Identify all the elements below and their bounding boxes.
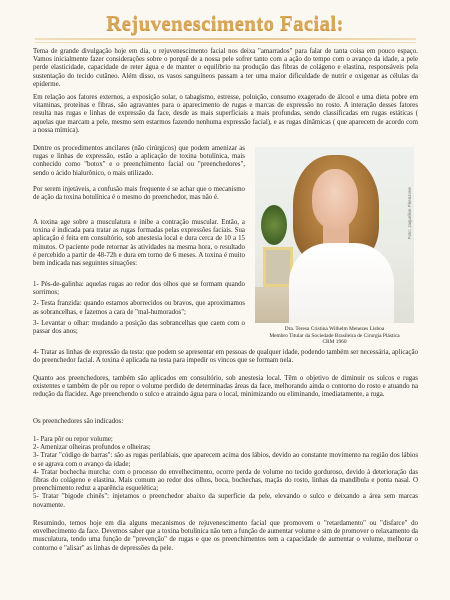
photo-caption bbox=[255, 326, 414, 346]
paragraph-procedures: Dentre os procedimentos ancilares (não cirúrgicos) que podem amenizar as rugas e linhas de expressão, estão a aplicação de toxina botulínica, mais conhecido como "botox" e o preenchimento facial ou "preenchedores", sendo o ácido hialurônico, o mais utilizado. bbox=[33, 145, 245, 177]
list-item: 1- Pés-de-galinha: aquelas rugas ao redor dos olhos que se formam quando sorrimos; bbox=[33, 281, 245, 297]
caption-line: CRM 1960 bbox=[322, 339, 347, 346]
paragraph-fillers-intro: Os preenchedores são indicados: bbox=[33, 418, 124, 425]
list-item: 3- Tratar "código de barras": são as rugas perilabiais, que aparecem acima dos lábios, devido ao constante movimento na região dos lábios e se agrava com o avanço da idade; bbox=[33, 452, 418, 468]
paragraph-toxin: A toxina age sobre a musculatura e inibe a contração muscular. Então, a toxina é indicada para tratar as rugas formadas pelas expressões faciais. Sua aplicação é feita em consultório, sob anestesia local e dura cerca de 10 a 15 minutos. O paciente pode retornar às atividades na mesma hora, o resultado é percebido a partir de 48-72h e dura em torno de 6 meses. A toxina é muito bem indicada nas seguintes situações: bbox=[33, 219, 245, 268]
list-item: 2- Testa franzida: quando estamos aborrecidos ou bravos, que aproximamos as sobrancelhas, e fazemos a cara de "mal-humorados"; bbox=[33, 300, 245, 316]
list-item: 1- Para pôr ou repor volume; bbox=[33, 436, 113, 443]
paragraph-fillers: Quanto aos preenchedores, também são aplicados em consultório, sob anestesia local. Têm o objetivo de diminuir os sulcos e rugas existentes e também de pôr ou repor o volume perdido de determinadas áreas da face, melhorando ainda o contorno do rosto e atuando na redução da flacidez. Age preenchendo o sulco e atraindo água para o local, minimizando ou eliminando, imediatamente, a ruga. bbox=[33, 375, 418, 399]
title-underline-thin bbox=[35, 42, 416, 43]
filler-indications-list bbox=[33, 436, 418, 510]
list-item: 3- Levantar o olhar: mudando a posição das sobrancelhas que caem com o passar dos anos; bbox=[33, 319, 245, 336]
doctor-photo bbox=[255, 147, 414, 323]
list-item: 5- Tratar "bigode chinês": injetamos o preenchedor abaixo da superfície da pele, elevando o sulco e deixando a área sem marcas novamente. bbox=[33, 493, 418, 509]
list-item: 4- Tratar bochecha murcha: com o processo do envelhecimento, ocorre perda de volume no tecido gorduroso, devido à deterioração das fibras do colágeno e elastina. Mais comum ao redor dos olhos, boca, bochechas, maçãs do rosto, linhas da mandíbula e ponta nasal. O preenchimento reduz a aparência esquelética; bbox=[33, 468, 418, 493]
title-underline bbox=[35, 38, 416, 40]
plant-decoration bbox=[261, 205, 287, 245]
caption-line: Dra. Teresa Cristina Wilhelm Menezes Lisboa bbox=[284, 326, 385, 332]
paragraph-intro: Tema de grande divulgação hoje em dia, o rejuvenescimento facial nos deixa "amarrados" para falar de tanta coisa em pouco espaço. Vamos inicialmente fazer considerações sobre o porquê de a nossa pele sofrer tanto com a ação do tempo com o avanço da idade, a pele perde elasticidade, capacidade de reter água e de manter o equilíbrio na produção das fibras de colágeno e elastina, responsáveis pela sustentação do tecido cutâneo. Além disso, os vasos sanguíneos passam a ter uma maior dificuldade de nutrir e oxigenar as células da epiderme. bbox=[33, 48, 418, 88]
page-title: Rejuvenescimento Facial: bbox=[106, 11, 344, 35]
paragraph-external-factors: Em relação aos fatores externos, a exposição solar, o tabagismo, estresse, poluição, consumo exagerado de álcool e uma dieta pobre em vitaminas, proteínas e fibras, são agravantes para o aparecimento de rugas e marcas de expressão no rosto. A interação desses fatores resulta nas rugas e linhas de expressão da face, desde as mais superficiais a mais profundas, sendo classificadas em rugas estáticas ( aquelas que marcam a pele, mesmo sem estarmos fazendo nenhuma expressão facial), e as rugas dinâmicas ( que aparecem de acordo com a nossa mímica). bbox=[33, 94, 418, 134]
paragraph-forehead: 4- Tratar as linhas de expressão da testa: que podem se apresentar em pessoas de qualquer idade, podendo também ser necessária, aplicação do preenchedor facial. A toxina é aplicada na testa para impedir os vincos que se formam nela. bbox=[33, 349, 418, 365]
white-blouse bbox=[289, 243, 394, 323]
face bbox=[312, 169, 358, 229]
paragraph-confusion: Por serem injetáveis, a confusão mais frequente é se achar que o mecanismo de ação da toxina botulínica é o mesmo do preenchedor, mas não é. bbox=[33, 186, 245, 202]
paragraph-summary: Resumindo, temos hoje em dia alguns mecanismos de rejuvenescimento facial que promovem o "retardamento" ou "disfarce" do envelhecimento da face. Devemos saber que a toxina botulínica não tem a função de aumentar volume e sim de promover o relaxamento da musculatura, tendo uma função de "prevenção" de rugas e que os preenchimentos tem a capacidade de aumentar o volume, melhorar o contorno e "alisar" as linhas de depressões da pele. bbox=[33, 520, 418, 552]
list-item: 2- Amenizar olheiras profundos e olheiras; bbox=[33, 444, 151, 452]
photo-credit: Foto: Jaqueline Pirenzone bbox=[407, 187, 412, 240]
caption-line: Membro Titular da Sociedade Brasileira de Cirurgia Plástica bbox=[269, 332, 400, 339]
toxin-indications-list bbox=[33, 281, 245, 336]
